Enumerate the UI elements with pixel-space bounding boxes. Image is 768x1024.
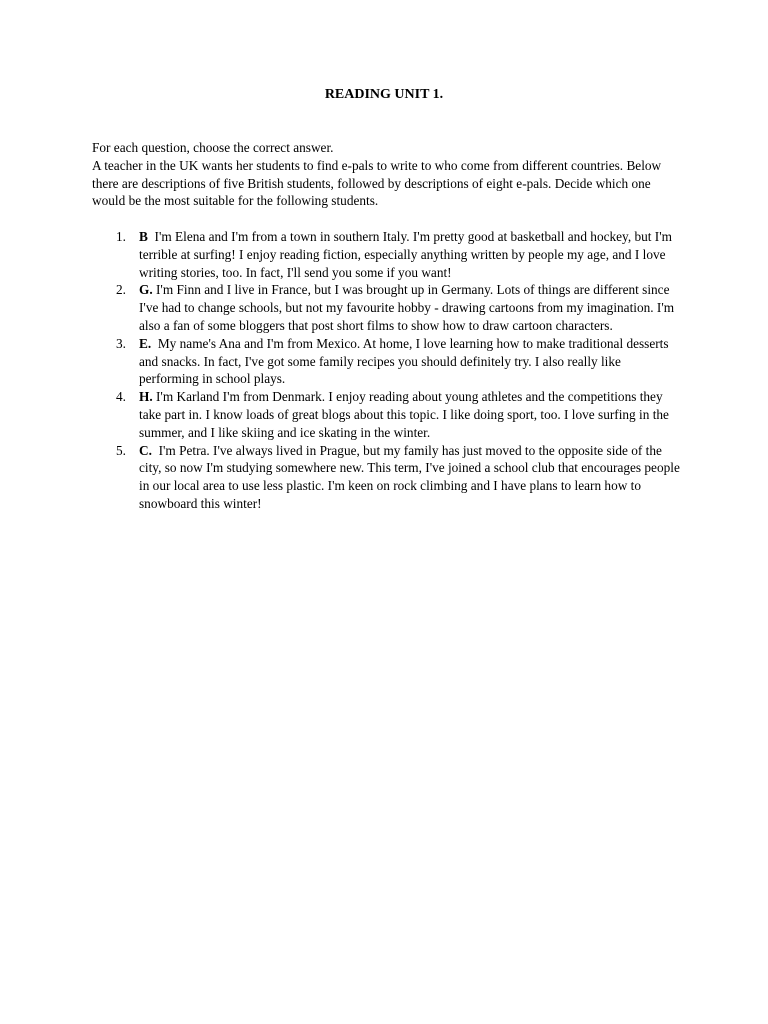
- item-text: I'm Petra. I've always lived in Prague, but my family has just moved to the opposite side of the city, so now I'm studying somewhere new. This term, I've joined a school club that encourages people in our local area to use less plastic. I'm keen on rock climbing and I have plans to learn how to snowboard this winter!: [139, 442, 680, 511]
- list-item: [92, 228, 682, 281]
- item-answer: C.: [139, 442, 152, 458]
- description-text: A teacher in the UK wants her students to find e-pals to write to who come from different countries. Below there are descriptions of five British students, followed by descriptions of eight e-pals. Decide which one would be the most suitable for the following students.: [92, 157, 662, 209]
- item-number: 2.: [116, 282, 126, 298]
- item-number: 1.: [116, 229, 126, 244]
- page-title: READING UNIT 1.: [324, 87, 444, 102]
- item-text: I'm Finn and I live in France, but I was brought up in Germany. Lots of things are different since I've had to change schools, but not my favourite hobby - drawing cartoons from my imagination. I'm also a fan of some bloggers that post short films to show how to draw cartoon characters.: [139, 282, 675, 333]
- item-text: My name's Ana and I'm from Mexico. At home, I love learning how to make traditional desserts and snacks. In fact, I've got some family recipes you should definitely try. I also really like performing in school plays.: [139, 335, 669, 387]
- instruction-text: For each question, choose the correct answer.: [92, 140, 334, 155]
- list-item: [92, 335, 682, 388]
- item-number: 4.: [116, 389, 126, 405]
- item-answer: E.: [139, 335, 152, 351]
- intro-section: [92, 139, 682, 210]
- item-answer: H.: [139, 389, 153, 405]
- list-item: [92, 442, 682, 513]
- list-item: [92, 388, 682, 441]
- item-number: 5.: [116, 442, 126, 458]
- item-text: I'm Karland I'm from Denmark. I enjoy reading about young athletes and the competitions they take part in. I know loads of great blogs about this topic. I like doing sport, too. I love surfing in the summer, and I like skiing and ice skating in the winter.: [139, 389, 669, 440]
- item-number: 3.: [116, 335, 126, 351]
- item-answer: B: [139, 229, 148, 244]
- item-text: I'm Elena and I'm from a town in southern Italy. I'm pretty good at basketball and hockey, but I'm terrible at surfing! I enjoy reading fiction, especially anything written by people my age, and I love writing stories, too. In fact, I'll send you some if you want!: [139, 229, 672, 280]
- item-answer: G.: [139, 282, 153, 298]
- list-item: [92, 281, 682, 334]
- student-list: [92, 228, 682, 513]
